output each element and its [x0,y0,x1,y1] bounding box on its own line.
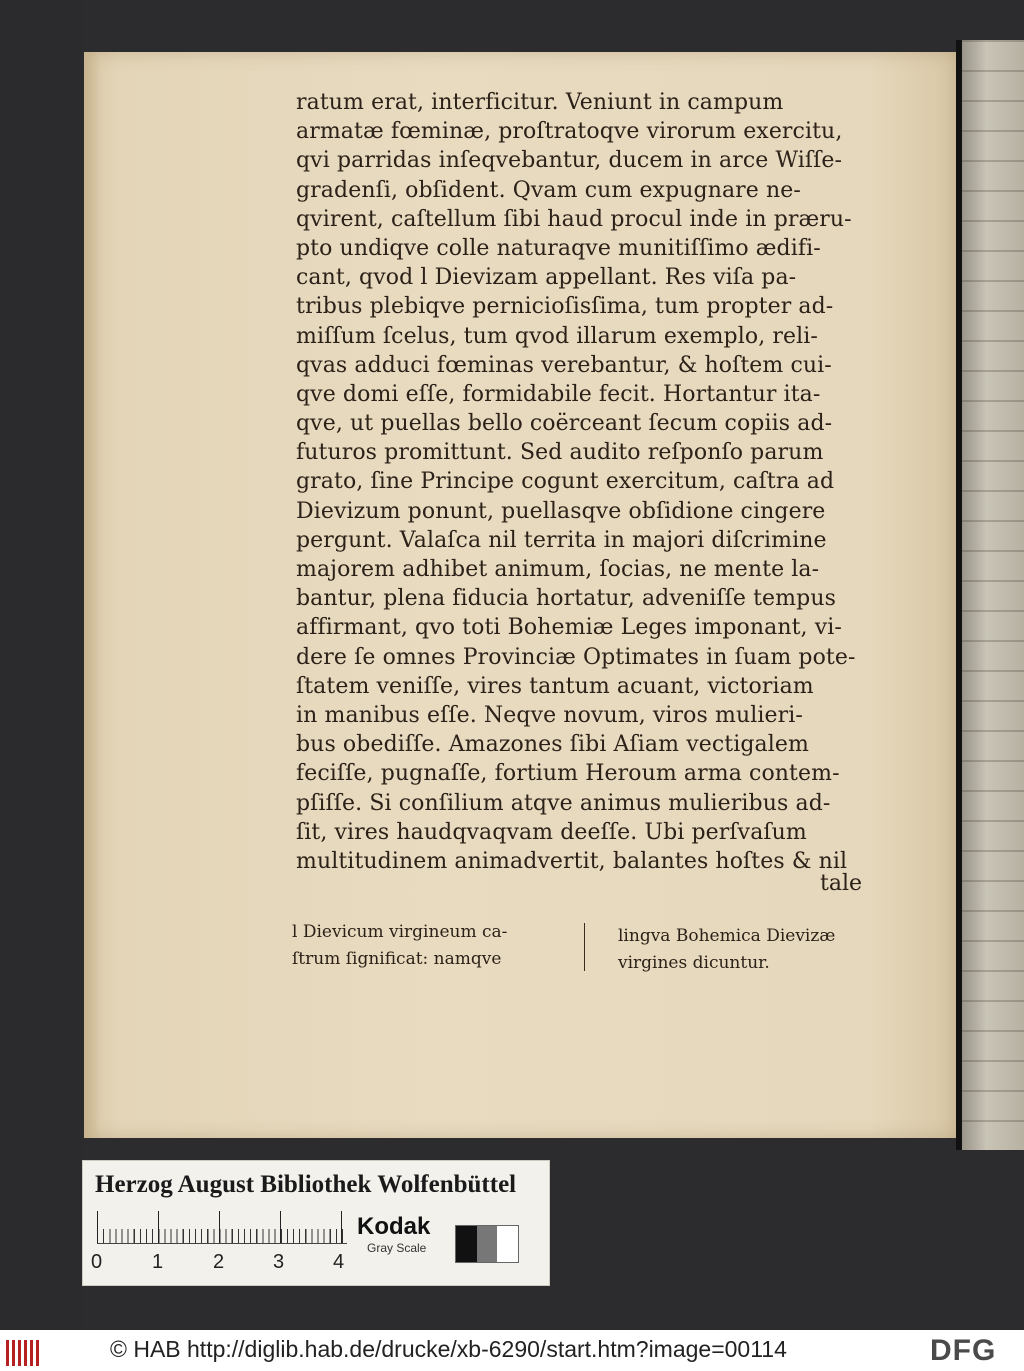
text-line: armatæ fœminæ, proſtratoqve virorum exercitu, [296,119,843,145]
text-line: futuros promittunt. Sed audito reſponſo parum [296,440,824,466]
footnote-left [292,919,507,973]
swatch-black [456,1226,477,1262]
scale-ruler [97,1211,347,1244]
facing-page-texture [962,40,1024,1150]
ruler-tick [280,1211,281,1243]
footnote-line: virgines dicuntur. [618,953,770,973]
text-line: gradenſi, obſident. Qvam cum expugnare ne- [296,177,801,203]
text-line: pſiſſe. Si conſilium atqve animus mulieribus ad- [296,790,831,816]
text-line: dere ſe omnes Provinciæ Optimates in ſuam pote- [296,644,856,670]
text-line: cant, qvod l Dievizam appellant. Res viſa pa- [296,265,797,291]
ruler-number: 0 [91,1251,103,1273]
text-line: grato, ſine Principe cogunt exercitum, caſtra ad [296,469,835,495]
footer-bar [0,1330,1024,1371]
text-line: ſit, vires haudqvaqvam deeſſe. Ubi perſvaſum [296,819,807,845]
ruler-tick [97,1211,98,1243]
text-line: in manibus eſſe. Neqve novum, viros mulieri- [296,702,803,728]
page-edge-shadow [84,52,100,1138]
text-line: majorem adhibet animum, ſocias, ne mente la- [296,557,820,582]
footnote-line: lingva Bohemica Dievizæ [618,926,836,946]
body-text [296,88,888,876]
swatch-white [497,1226,518,1262]
catchword: tale [820,871,863,896]
text-line: qvi parridas inſeqvebantur, ducem in arce Wiſſe- [296,148,843,174]
text-line: ſtatem veniſſe, vires tantum acuant, victoriam [296,673,814,699]
ruler-number: 2 [213,1251,225,1273]
text-line: qve, ut puellas bello coërceant ſecum copiis ad- [296,411,833,437]
text-line: qvirent, caſtellum ſibi haud procul inde in præru- [296,206,852,232]
text-line: tribus plebiqve pernicioſisſima, tum propter ad- [296,294,834,320]
gray-scale-label: Gray Scale [367,1241,427,1255]
copyright-link[interactable]: © HAB http://diglib.hab.de/drucke/xb-6290/start.htm?image=00114 [110,1336,787,1362]
text-line: ratum erat, interficitur. Veniunt in campum [296,90,784,115]
library-name: Herzog August Bibliothek Wolfenbüttel [95,1171,517,1198]
text-line: multitudinem animadvertit, balantes hoſtes & nil [296,848,848,874]
text-line: pto undiqve colle naturaqve munitiſſimo ædifi- [296,235,821,261]
kodak-logo: Kodak [357,1213,431,1240]
hab-logo-icon [4,1334,44,1366]
ruler-number: 3 [273,1251,285,1273]
gray-scale-swatches [455,1225,519,1263]
text-line: bus obediſſe. Amazones ſibi Aſiam vectigalem [296,732,809,758]
text-line: qvas adduci fœminas verebantur, & hoſtem cui- [296,352,832,378]
text-line: Dievizum ponunt, puellasqve obſidione cingere [296,498,826,524]
text-line: bantur, plena fiducia hortatur, adveniſſe tempus [296,586,836,612]
swatch-gray [477,1226,498,1262]
footnote-line: l Dievicum virgineum ca- [292,922,508,942]
text-line: qve domi eſſe, formidabile fecit. Hortantur ita- [296,381,821,407]
color-calibration-card [82,1160,550,1286]
dfg-logo: DFG [930,1334,997,1367]
text-line: pergunt. Valaſca nil territa in majori diſcrimine [296,527,827,553]
ruler-tick [158,1211,159,1243]
footnote-right [618,923,835,977]
footnote-divider [584,923,587,971]
text-line: affirmant, qvo toti Bohemiæ Leges imponant, vi- [296,615,842,641]
ruler-tick [219,1211,220,1243]
footnote-line: ſtrum ſignificat: namqve [292,949,502,969]
ruler-number: 1 [152,1251,164,1273]
text-line: miſſum ſcelus, tum qvod illarum exemplo, reli- [296,323,818,349]
ruler-number: 4 [333,1251,345,1273]
text-line: feciſſe, pugnaſſe, fortium Heroum arma contem- [296,761,840,787]
background-left [0,0,82,1330]
ruler-tick [341,1211,342,1243]
